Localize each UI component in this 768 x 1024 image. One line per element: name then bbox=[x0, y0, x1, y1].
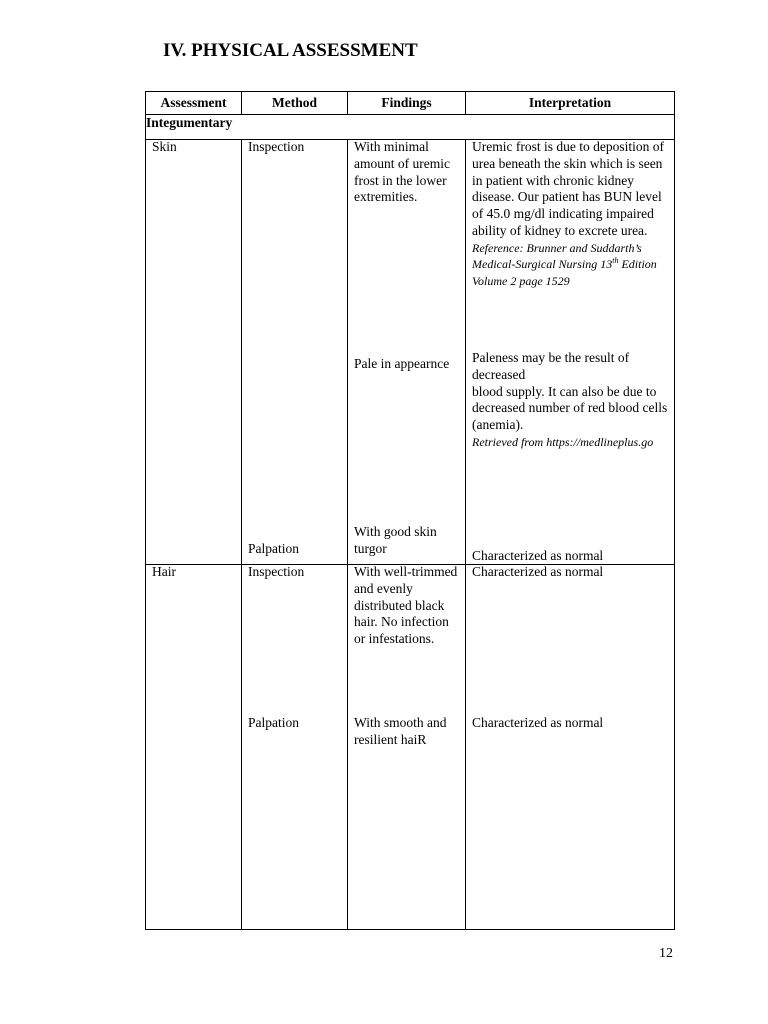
section-row bbox=[146, 115, 675, 140]
table-row-hair bbox=[146, 565, 675, 930]
skin-reference-medlineplus: Retrieved from https://medlineplus.go bbox=[472, 434, 654, 449]
header-findings: Findings bbox=[348, 92, 466, 115]
page-heading: IV. PHYSICAL ASSESSMENT bbox=[163, 40, 418, 61]
skin-reference-brunner: Reference: Brunner and Suddarth’s Medical-Surgical Nursing 13th Edition Volume 2 page 1529 bbox=[472, 240, 657, 288]
header-interpretation: Interpretation bbox=[466, 92, 675, 115]
hair-interpretation-cell bbox=[466, 565, 675, 930]
skin-findings-cell bbox=[348, 140, 466, 565]
hair-interp-inspection: Characterized as normal bbox=[472, 564, 604, 579]
hair-assessment-cell bbox=[146, 565, 242, 930]
skin-interp-paleness-line-1: Paleness may be the result of decreased bbox=[472, 350, 630, 382]
hair-finding-palpation: With smooth and resilient haiR bbox=[354, 715, 447, 747]
skin-finding-turgor: With good skin turgor bbox=[354, 524, 437, 556]
skin-label: Skin bbox=[152, 139, 177, 154]
skin-interp-paleness bbox=[472, 350, 670, 450]
table-header-row bbox=[146, 92, 675, 115]
skin-interpretation-cell bbox=[466, 140, 675, 565]
hair-method-cell bbox=[242, 565, 348, 930]
skin-assessment-cell bbox=[146, 140, 242, 565]
hair-interp-palpation: Characterized as normal bbox=[472, 715, 604, 730]
skin-method-inspection: Inspection bbox=[248, 139, 305, 154]
hair-method-inspection: Inspection bbox=[248, 564, 305, 579]
skin-method-palpation: Palpation bbox=[248, 541, 299, 556]
hair-findings-cell bbox=[348, 565, 466, 930]
skin-interp-paleness-line-4: (anemia). bbox=[472, 417, 524, 433]
skin-interp-uremic-frost bbox=[472, 139, 670, 289]
skin-interp-paleness-line-2: blood supply. It can also be due to bbox=[472, 383, 657, 399]
skin-finding-uremic-frost: With minimal amount of uremic frost in the lower extremities. bbox=[354, 139, 450, 205]
skin-interp-turgor: Characterized as normal bbox=[472, 548, 604, 563]
physical-assessment-table bbox=[145, 91, 675, 930]
hair-label: Hair bbox=[152, 564, 176, 579]
skin-interp-uremic-frost-text: Uremic frost is due to deposition of urea beneath the skin which is seen in patient with chronic kidney disease. Our patient has BUN level of 45.0 mg/dl indicating impaired ability of kidney to excrete urea. bbox=[472, 139, 664, 238]
skin-finding-pale: Pale in appearnce bbox=[354, 356, 450, 371]
page-number: 12 bbox=[659, 946, 673, 961]
header-assessment: Assessment bbox=[146, 92, 242, 115]
header-method: Method bbox=[242, 92, 348, 115]
section-integumentary: Integumentary bbox=[146, 115, 675, 140]
skin-method-cell bbox=[242, 140, 348, 565]
skin-interp-paleness-line-3: decreased number of red blood cells bbox=[472, 400, 668, 416]
table-row-skin bbox=[146, 140, 675, 565]
hair-finding-inspection: With well-trimmed and evenly distributed black hair. No infection or infestations. bbox=[354, 564, 458, 647]
hair-method-palpation: Palpation bbox=[248, 715, 299, 730]
